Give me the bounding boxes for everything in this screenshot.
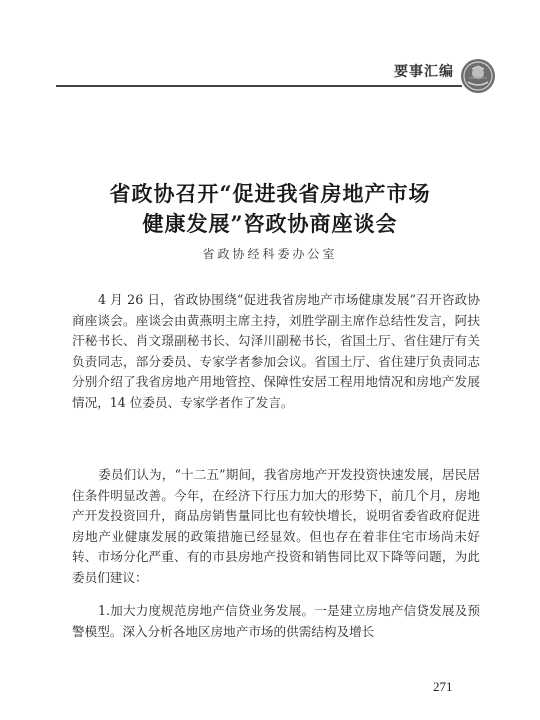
header-rule [56,85,462,87]
paragraph [72,601,480,642]
cppcc-emblem-icon [460,58,496,94]
paragraph-text: 4 月 26 日，省政协围绕“促进我省房地产市场健康发展”召开咨政协商座谈会。座谈会由黄燕明主席主持，刘胜学副主席作总结性发言，阿扶汗秘书长、肖文璟副秘书长、勾泽川副秘书长，省国土厅、省住建厅有关负责同志，部分委员、专家学者参加会议。省国土厅、省住建厅负责同志分别介绍了我省房地产用地管控、保障性安居工程用地情况和房地产发展情况，14 位委员、专家学者作了发言。 [72,292,480,410]
section-label: 要事汇编 [394,64,454,80]
page-number: 271 [433,679,453,694]
paragraph-text: 1.加大力度规范房地产信贷业务发展。一是建立房地产信贷发展及预警模型。深入分析各地区房地产市场的供需结构及增长 [72,603,480,639]
article-title-line-2: 健康发展”咨政协商座谈会 [142,211,398,236]
paragraph [72,290,480,413]
paragraph [72,465,480,588]
article-title-line-1: 省政协召开“促进我省房地产市场 [109,181,431,206]
paragraph-text: 委员们认为，“十二五”期间，我省房地产开发投资快速发展，居民居住条件明显改善。今年，在经济下行压力加大的形势下，前几个月，房地产开发投资回升，商品房销售量同比也有较快增长，说明省委省政府促进房地产业健康发展的政策措施已经显效。但也存在着非住宅市场尚未好转、市场分化严重、有的市县房地产投资和销售同比双下降等问题，为此委员们建议： [72,467,480,585]
article-author: 省政协经科委办公室 [202,247,338,261]
